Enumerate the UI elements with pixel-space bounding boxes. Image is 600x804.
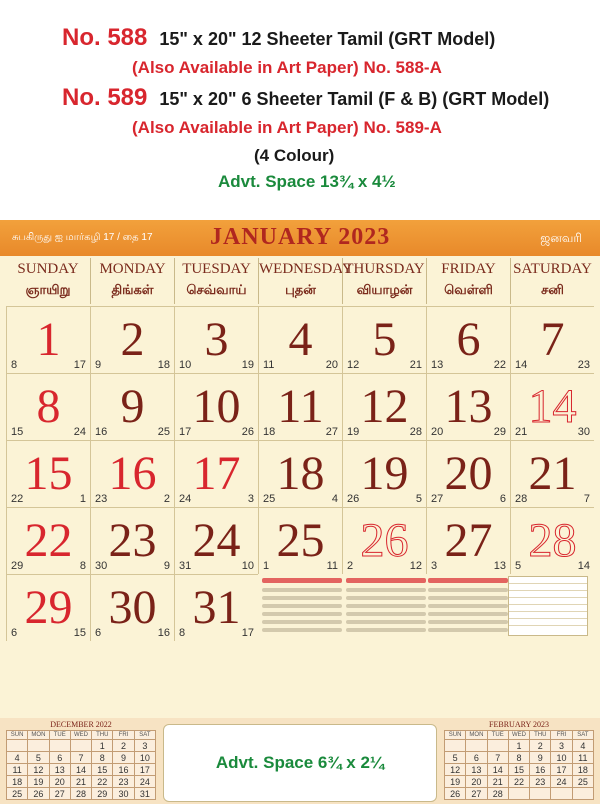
weekday-tamil: வெள்ளி — [444, 282, 493, 297]
tamil-date: 25 — [263, 493, 276, 505]
lunar-date: 24 — [73, 426, 86, 438]
date-cell — [342, 440, 426, 507]
mini-date: 1 — [508, 740, 529, 752]
weekday-english: FRIDAY — [441, 261, 496, 277]
mini-weekday: THU — [530, 731, 551, 740]
mini-date: 28 — [70, 788, 91, 800]
date-number: 27 — [444, 514, 493, 567]
date-number: 18 — [276, 447, 325, 500]
weekday-tamil: திங்கள் — [111, 282, 154, 297]
tamil-date: 29 — [11, 560, 24, 572]
mini-date: 27 — [49, 788, 70, 800]
lunar-date: 1 — [79, 493, 86, 505]
notes-column-2 — [346, 578, 426, 638]
mini-weekday: FRI — [113, 731, 134, 740]
tamil-date: 2 — [347, 560, 354, 572]
weekday-english: SATURDAY — [513, 261, 592, 277]
weekday-english: SUNDAY — [17, 261, 79, 277]
date-number: 31 — [192, 581, 241, 634]
mini-date: 10 — [134, 752, 155, 764]
date-cell — [342, 507, 426, 574]
mini-date: 3 — [134, 740, 155, 752]
mini-weekday: SAT — [572, 731, 593, 740]
mini-date: 18 — [7, 776, 28, 788]
mini-date: 15 — [508, 764, 529, 776]
date-cell — [90, 574, 174, 641]
tamil-year-note: சுபகிருது ஐ மார்கழி 17 / தை 17 — [12, 232, 153, 243]
tamil-date: 24 — [179, 493, 192, 505]
date-cell — [174, 440, 258, 507]
lunar-date: 25 — [157, 426, 170, 438]
mini-calendar-february — [444, 720, 594, 802]
mini-date: 11 — [572, 752, 593, 764]
art-paper-589: (Also Available in Art Paper) No. 589-A — [132, 118, 442, 137]
header — [0, 0, 600, 200]
mini-date: 17 — [551, 764, 572, 776]
mini-date — [445, 740, 466, 752]
model-spec-589: 15" x 20" 6 Sheeter Tamil (F & B) (GRT Model) — [159, 89, 550, 109]
tamil-date: 13 — [431, 359, 444, 371]
lunar-date: 17 — [73, 359, 86, 371]
mini-date: 31 — [134, 788, 155, 800]
calendar-sheet — [0, 220, 600, 804]
tamil-date: 8 — [179, 627, 186, 639]
bottom-strip — [0, 718, 600, 804]
lunar-date: 2 — [163, 493, 170, 505]
date-cell — [510, 507, 594, 574]
date-number: 13 — [444, 380, 493, 433]
date-cell — [6, 306, 90, 373]
model-spec-588: 15" x 20" 12 Sheeter Tamil (GRT Model) — [159, 29, 496, 49]
weekday-header — [6, 258, 594, 304]
lunar-date: 10 — [241, 560, 254, 572]
mini-date: 4 — [572, 740, 593, 752]
date-cell — [6, 373, 90, 440]
lunar-date: 8 — [79, 560, 86, 572]
festival-notes — [258, 574, 508, 641]
tamil-date: 6 — [95, 627, 102, 639]
weekday-monday — [90, 258, 174, 304]
weekday-sunday — [6, 258, 90, 304]
weekday-tamil: சனி — [541, 282, 564, 297]
mini-date: 26 — [445, 788, 466, 800]
mini-date: 25 — [572, 776, 593, 788]
mini-date: 19 — [445, 776, 466, 788]
mini-date: 27 — [466, 788, 487, 800]
date-cell — [90, 507, 174, 574]
mini-date: 9 — [530, 752, 551, 764]
date-number: 28 — [528, 514, 577, 567]
tamil-date: 18 — [263, 426, 276, 438]
weekday-thursday — [342, 258, 426, 304]
mini-date: 6 — [466, 752, 487, 764]
date-cell — [6, 507, 90, 574]
tamil-date: 12 — [347, 359, 360, 371]
mini-weekday: MON — [28, 731, 49, 740]
mini-date: 30 — [113, 788, 134, 800]
mini-date — [487, 740, 508, 752]
art-paper-588: (Also Available in Art Paper) No. 588-A — [132, 58, 442, 77]
mini-calendar-title: DECEMBER 2022 — [50, 720, 112, 729]
model-number-589: No. 589 — [62, 84, 148, 111]
mini-date — [551, 788, 572, 800]
lunar-date: 30 — [577, 426, 590, 438]
mini-date: 12 — [28, 764, 49, 776]
lunar-date: 3 — [247, 493, 254, 505]
date-cell — [342, 306, 426, 373]
date-number: 14 — [528, 380, 577, 433]
mini-calendar-title: FEBRUARY 2023 — [489, 720, 549, 729]
weekday-tamil: வியாழன் — [356, 282, 413, 297]
mini-date: 12 — [445, 764, 466, 776]
mini-date: 3 — [551, 740, 572, 752]
date-cell — [174, 574, 258, 641]
date-number: 10 — [192, 380, 241, 433]
weekday-tamil: ஞாயிறு — [25, 282, 71, 297]
lunar-date: 7 — [583, 493, 590, 505]
lunar-date: 28 — [409, 426, 422, 438]
mini-calendar-table — [6, 730, 156, 800]
tamil-date: 16 — [95, 426, 108, 438]
date-number: 5 — [372, 313, 397, 366]
mini-date — [530, 788, 551, 800]
date-number: 24 — [192, 514, 241, 567]
mini-date: 22 — [92, 776, 113, 788]
mini-date: 7 — [70, 752, 91, 764]
mini-date: 16 — [113, 764, 134, 776]
tamil-date: 23 — [95, 493, 108, 505]
lunar-date: 23 — [577, 359, 590, 371]
lunar-date: 22 — [493, 359, 506, 371]
tamil-date: 6 — [11, 627, 18, 639]
date-number: 16 — [108, 447, 157, 500]
date-cell — [90, 373, 174, 440]
date-number: 20 — [444, 447, 493, 500]
mini-weekday: WED — [508, 731, 529, 740]
tamil-date: 31 — [179, 560, 192, 572]
mini-date: 10 — [551, 752, 572, 764]
mini-date: 21 — [70, 776, 91, 788]
lunar-date: 12 — [409, 560, 422, 572]
date-number: 17 — [192, 447, 241, 500]
weekday-tamil: செவ்வாய் — [186, 282, 247, 297]
mini-date — [7, 740, 28, 752]
date-cell — [6, 440, 90, 507]
lunar-date: 16 — [157, 627, 170, 639]
mini-date: 6 — [49, 752, 70, 764]
lunar-date: 26 — [241, 426, 254, 438]
tamil-date: 14 — [515, 359, 528, 371]
tamil-date: 10 — [179, 359, 192, 371]
mini-date: 18 — [572, 764, 593, 776]
mini-date: 20 — [466, 776, 487, 788]
mini-date: 23 — [530, 776, 551, 788]
date-cell — [6, 574, 90, 641]
tamil-date: 11 — [263, 359, 275, 371]
weekday-english: MONDAY — [99, 261, 166, 277]
mini-weekday: TUE — [49, 731, 70, 740]
tamil-date: 3 — [431, 560, 438, 572]
mini-date — [508, 788, 529, 800]
tamil-date: 15 — [11, 426, 24, 438]
lunar-date: 6 — [499, 493, 506, 505]
date-cell — [258, 306, 342, 373]
date-number: 30 — [108, 581, 157, 634]
month-title-tamil: ஜனவரி — [540, 231, 582, 245]
date-cell — [174, 306, 258, 373]
date-cell — [174, 507, 258, 574]
mini-date: 11 — [7, 764, 28, 776]
lunar-date: 27 — [325, 426, 338, 438]
date-cell — [90, 440, 174, 507]
mini-date: 19 — [28, 776, 49, 788]
mini-date: 24 — [134, 776, 155, 788]
weekday-tuesday — [174, 258, 258, 304]
date-cell — [426, 507, 510, 574]
date-number: 29 — [24, 581, 73, 634]
mini-date: 23 — [113, 776, 134, 788]
mini-weekday: MON — [466, 731, 487, 740]
date-cell — [258, 440, 342, 507]
mini-weekday: SUN — [7, 731, 28, 740]
date-grid — [6, 306, 594, 708]
date-number: 2 — [120, 313, 145, 366]
date-number: 23 — [108, 514, 157, 567]
date-number: 15 — [24, 447, 73, 500]
lunar-date: 4 — [331, 493, 338, 505]
tamil-date: 5 — [515, 560, 522, 572]
mini-date — [49, 740, 70, 752]
mini-weekday: THU — [92, 731, 113, 740]
mini-date: 13 — [49, 764, 70, 776]
mini-date: 5 — [28, 752, 49, 764]
colour-note: (4 Colour) — [254, 146, 335, 165]
mini-calendar-table — [444, 730, 594, 800]
mini-date: 24 — [551, 776, 572, 788]
tamil-date: 19 — [347, 426, 360, 438]
month-title: JANUARY 2023 — [210, 224, 391, 250]
mini-date: 7 — [487, 752, 508, 764]
lunar-date: 19 — [241, 359, 254, 371]
mini-date: 8 — [508, 752, 529, 764]
date-number: 11 — [277, 380, 324, 433]
header-line-588 — [62, 24, 495, 52]
mini-calendar-december — [6, 720, 156, 802]
mini-date: 21 — [487, 776, 508, 788]
date-cell — [426, 373, 510, 440]
advt-box-small — [163, 724, 437, 802]
date-number: 26 — [360, 514, 409, 567]
mini-date — [28, 740, 49, 752]
advt-space-small: Advt. Space 6¾ x 2¼ — [215, 753, 385, 772]
date-number: 8 — [36, 380, 61, 433]
lunar-date: 5 — [415, 493, 422, 505]
date-number: 6 — [456, 313, 481, 366]
lunar-date: 21 — [409, 359, 422, 371]
weekday-english: TUESDAY — [182, 261, 251, 277]
tamil-date: 20 — [431, 426, 444, 438]
lunar-date: 9 — [163, 560, 170, 572]
date-number: 4 — [288, 313, 313, 366]
tamil-date: 21 — [515, 426, 528, 438]
date-number: 3 — [204, 313, 229, 366]
tamil-date: 30 — [95, 560, 108, 572]
lunar-date: 17 — [241, 627, 254, 639]
mini-date: 14 — [70, 764, 91, 776]
header-line-589 — [62, 84, 549, 112]
model-number-588: No. 588 — [62, 24, 148, 51]
mini-date: 5 — [445, 752, 466, 764]
mini-date: 16 — [530, 764, 551, 776]
mini-date — [572, 788, 593, 800]
mini-date: 2 — [113, 740, 134, 752]
lunar-date: 20 — [325, 359, 338, 371]
weekday-saturday — [510, 258, 594, 304]
advt-space-large: Advt. Space 13¾ x 4½ — [218, 172, 396, 191]
weekday-english: THURSDAY — [344, 261, 425, 277]
date-cell — [90, 306, 174, 373]
date-cell — [342, 373, 426, 440]
month-banner — [0, 220, 600, 256]
lunar-date: 29 — [493, 426, 506, 438]
tamil-date: 1 — [263, 560, 270, 572]
date-number: 7 — [540, 313, 565, 366]
tamil-date: 26 — [347, 493, 360, 505]
date-cell — [426, 306, 510, 373]
mini-weekday: FRI — [551, 731, 572, 740]
mini-date: 2 — [530, 740, 551, 752]
weekday-tamil: புதன் — [285, 282, 316, 297]
mini-date: 20 — [49, 776, 70, 788]
mini-date: 26 — [28, 788, 49, 800]
date-number: 22 — [24, 514, 73, 567]
date-cell — [510, 440, 594, 507]
lunar-date: 11 — [326, 560, 338, 572]
date-cell — [510, 373, 594, 440]
weekday-wednesday — [258, 258, 353, 304]
tamil-date: 27 — [431, 493, 444, 505]
mini-date: 8 — [92, 752, 113, 764]
tamil-date: 8 — [11, 359, 18, 371]
tamil-date: 28 — [515, 493, 528, 505]
mini-date: 28 — [487, 788, 508, 800]
date-number: 25 — [276, 514, 325, 567]
tamil-date: 17 — [179, 426, 192, 438]
mini-weekday: WED — [70, 731, 91, 740]
date-number: 12 — [360, 380, 409, 433]
mini-weekday: SAT — [134, 731, 155, 740]
weekday-friday — [426, 258, 510, 304]
mini-date: 4 — [7, 752, 28, 764]
mini-date: 25 — [7, 788, 28, 800]
mini-date — [466, 740, 487, 752]
date-cell — [426, 440, 510, 507]
tamil-date: 22 — [11, 493, 24, 505]
date-cell — [174, 373, 258, 440]
mini-date: 1 — [92, 740, 113, 752]
lunar-date: 13 — [493, 560, 506, 572]
notes-column-1 — [262, 578, 342, 638]
lunar-date: 18 — [157, 359, 170, 371]
notes-column-3 — [428, 578, 508, 638]
mini-date: 22 — [508, 776, 529, 788]
mini-date — [70, 740, 91, 752]
date-number: 1 — [36, 313, 61, 366]
mini-date: 15 — [92, 764, 113, 776]
date-cell — [258, 507, 342, 574]
date-cell — [258, 373, 342, 440]
mini-date: 29 — [92, 788, 113, 800]
mini-date: 17 — [134, 764, 155, 776]
rahu-kalam-table — [508, 576, 588, 636]
tamil-date: 9 — [95, 359, 102, 371]
date-number: 9 — [120, 380, 145, 433]
weekday-english: WEDNESDAY — [259, 261, 353, 277]
mini-weekday: SUN — [445, 731, 466, 740]
mini-date: 14 — [487, 764, 508, 776]
lunar-date: 14 — [577, 560, 590, 572]
mini-date: 13 — [466, 764, 487, 776]
date-number: 19 — [360, 447, 409, 500]
lunar-date: 15 — [73, 627, 86, 639]
date-cell — [510, 306, 594, 373]
mini-weekday: TUE — [487, 731, 508, 740]
date-number: 21 — [528, 447, 577, 500]
mini-date: 9 — [113, 752, 134, 764]
